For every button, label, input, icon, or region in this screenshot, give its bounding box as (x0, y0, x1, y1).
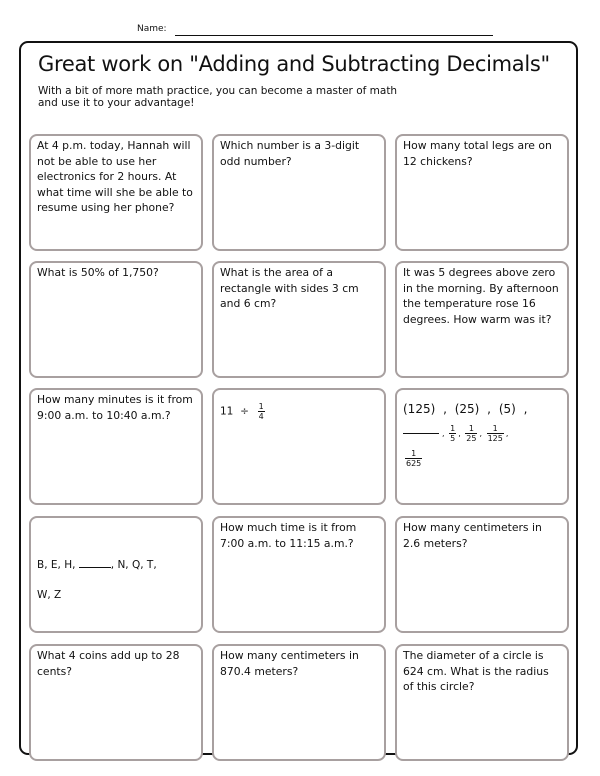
denominator: 125 (487, 433, 503, 443)
denominator: 625 (406, 458, 422, 468)
problem-text: How many minutes is it from 9:00 a.m. to 10:40 a.m.? (37, 393, 193, 422)
problem-text: How much time is it from 7:00 a.m. to 11:15 a.m.? (220, 521, 357, 550)
problem-box-7 (29, 388, 203, 505)
problem-box-14 (212, 644, 386, 761)
division-expression (220, 402, 378, 421)
problem-box-12 (395, 516, 569, 633)
worksheet-title: Great work on "Adding and Subtracting Decimals" (38, 52, 550, 76)
denominator: 5 (450, 433, 456, 443)
problem-text: What 4 coins add up to 28 cents? (37, 649, 180, 678)
problem-box-11 (212, 516, 386, 633)
problem-text: How many total legs are on 12 chickens? (403, 139, 552, 168)
problem-text: It was 5 degrees above zero in the morning. By afternoon the temperature rose 16 degrees. How warm was it? (403, 266, 559, 326)
numerator: 1 (487, 424, 504, 434)
sequence-last (403, 449, 561, 468)
problem-text: Which number is a 3-digit odd number? (220, 139, 360, 168)
problem-text: How many centimeters in 870.4 meters? (220, 649, 359, 678)
answer-blank[interactable] (403, 433, 439, 434)
denominator: 25 (466, 433, 477, 443)
dividend: 11 (220, 405, 234, 418)
numerator: 1 (258, 402, 264, 411)
denominator: 4 (258, 412, 264, 421)
numerator: 1 (465, 424, 477, 434)
problem-text: What is the area of a rectangle with sides 3 cm and 6 cm? (220, 266, 359, 310)
sequence-term: (5) , (498, 402, 528, 416)
problem-text: What is 50% of 1,750? (37, 266, 159, 279)
problem-text: The diameter of a circle is 624 cm. What is the radius of this circle? (403, 649, 549, 693)
sequence-term: (25) , (454, 402, 491, 416)
numerator: 1 (450, 423, 456, 433)
fraction (465, 424, 477, 443)
sequence-fractions: , $\frac{1}{5}$ , $\frac{1}{25}$ , $\frac{1}{125}$ , (403, 424, 561, 443)
letters-line2: W, Z (37, 589, 62, 601)
problem-text: At 4 p.m. today, Hannah will not be able to use her electronics for 2 hours. At what time will she be able to resume using her phone? (37, 139, 193, 214)
sequence-terms (403, 402, 561, 418)
fraction (487, 424, 504, 443)
problem-box-3 (395, 134, 569, 251)
problem-box-10 (29, 516, 203, 633)
problem-box-9 (395, 388, 569, 505)
letters-part2: , N, Q, T, (110, 559, 157, 571)
worksheet-subtitle: With a bit of more math practice, you can become a master of math and use it to your advantage! (38, 85, 398, 109)
problem-box-5 (212, 261, 386, 378)
problem-box-15 (395, 644, 569, 761)
letter-sequence (37, 550, 195, 610)
problem-box-4 (29, 261, 203, 378)
letters-part1: B, E, H, (37, 559, 76, 571)
answer-blank[interactable] (79, 567, 111, 568)
division-sign: ÷ (240, 405, 249, 418)
problem-box-2 (212, 134, 386, 251)
name-label: Name: (137, 24, 167, 34)
problem-box-8 (212, 388, 386, 505)
fraction (405, 449, 422, 468)
problem-box-1 (29, 134, 203, 251)
numerator: 1 (405, 449, 422, 459)
fraction (258, 402, 265, 421)
name-input-line[interactable] (175, 35, 493, 36)
problem-text: How many centimeters in 2.6 meters? (403, 521, 542, 550)
problem-box-6 (395, 261, 569, 378)
fraction (449, 424, 456, 443)
problem-box-13 (29, 644, 203, 761)
sequence-term: (125) , (403, 402, 447, 416)
